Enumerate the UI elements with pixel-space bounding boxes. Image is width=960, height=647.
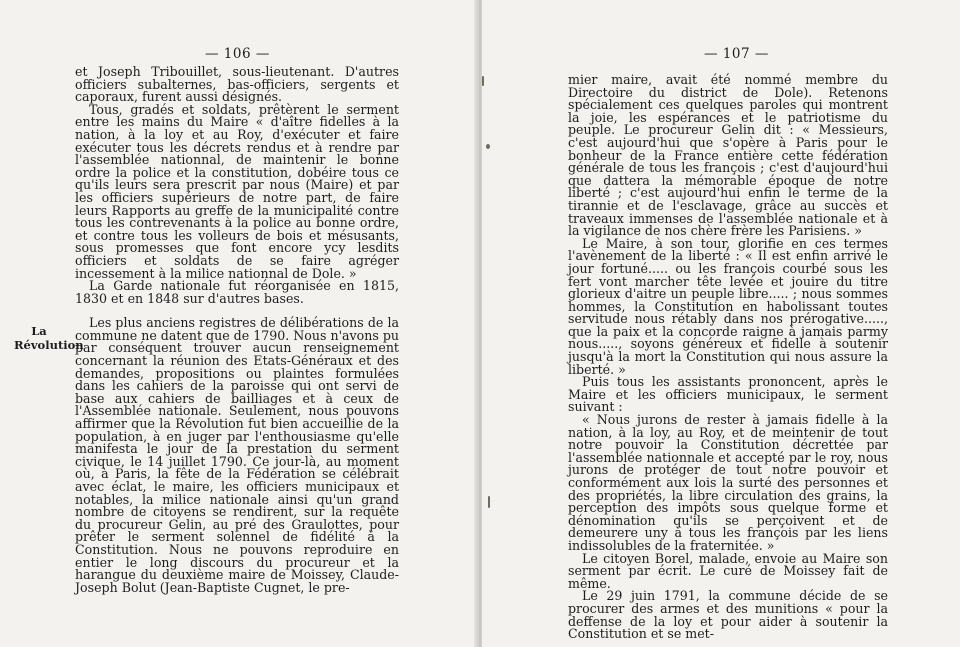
paragraph: mier maire, avait été nommé membre du Directoire du district de Dole). Retenons spécialement ces quelques paroles qui montrent la joie, les espérances et le patriotisme du peuple. Le procureur Gelin dit : « Messieurs, c'est aujourd'hui que s'opère à Paris pour le bonheur de la France entière cette fédération générale de tous les françois ; c'est d'aujourd'hui que dattera la mémorable époque de notre liberté ; c'est aujourd'hui enfin le terme de la tirannie et de l'esclavage, grâce au succès et traveaux immenses de l'assemblée nationale et à la vigilance de nos chère frère les Parisiens. »: [568, 72, 888, 239]
page-number: — 107 —: [704, 46, 769, 62]
page-text: [75, 66, 399, 594]
left-page: [0, 0, 478, 647]
page-text: [568, 74, 888, 641]
paragraph: Le Maire, à son tour, glorifie en ces termes l'avènement de la liberté : « Il est enfin arrivé le jour fortuné..... ou les françois courbé sous les fert vont marcher tête levée et jouire du titre glorieux d'aitre un peuple libre..... ; nous sommes hommes, la Constitution en habolissant toutes servitude nous rétably dans nos prérogative....., que la paix et la concorde raigne à jamais parmy nous....., soyons généreux et fidelle à soutenir jusqu'à la mort la Constitution qui nous assure la liberté. »: [568, 235, 888, 377]
paragraph: La Garde nationale fut réorganisée en 1815, 1830 et en 1848 sur d'autres bases.: [75, 278, 399, 306]
paragraph: Le citoyen Borel, malade, envoie au Maire son serment par écrit. Le curé de Moissey fait de même.: [568, 550, 888, 591]
paragraph: Les plus anciens registres de délibérations de la commune ne datent que de 1790. Nous n'avons pu par conséquent trouver aucun renseignement concernant la réunion des Etats-Généraux et des demandes, propositions ou plaintes formulées dans les cahiers de la paroisse qui ont servi de base aux cahiers de bailliages et à ceux de l'Assemblée nationale. Seulement, nous pouvons affirmer que la Révolution fut bien accueillie de la population, à en juger par l'enthousiasme qu'elle manifesta le jour de la prestation du serment civique, le 14 juillet 1790. Ce jour-là, au moment où, à Paris, la fête de la Fédération se célébrait avec éclat, le maire, les officiers municipaux et notables, la milice nationale ainsi qu'un grand nombre de citoyens se rendirent, sur la requête du procureur Gelin, au pré des Graulottes, pour prêter le serment solennel de fidélité à la Constitution. Nous ne pouvons reproduire en entier le long discours du procureur et la harangue du deuxième maire de Moissey, Claude-Joseph Bolut (Jean-Baptiste Cugnet, le pre-: [75, 315, 399, 595]
margin-note-line: La: [31, 324, 47, 338]
paragraph: et Joseph Tribouillet, sous-lieutenant. D'autres officiers subalternes, bas-officiers, sergents et caporaux, furent aussi désignés.: [75, 64, 399, 105]
margin-note: [14, 324, 84, 352]
ink-speck: [488, 496, 490, 508]
page-number: — 106 —: [205, 46, 270, 62]
paragraph: Le 29 juin 1791, la commune décide de se procurer des armes et des munitions « pour la deffense de la loy et pour aider à soutenir la Constitution et se met-: [568, 588, 888, 642]
ink-speck: [482, 76, 484, 86]
paragraph: Puis tous les assistants prononcent, après le Maire et les officiers municipaux, le serment suivant :: [568, 374, 888, 415]
paragraph: « Nous jurons de rester à jamais fidelle à la nation, à la loy, au Roy, et de meintenir de tout notre pouvoir la Constitution décrettée par l'assemblée nationnale et accepté par le roy, nous jurons de protéger de tout notre pouvoir et conformément aux lois la surté des personnes et des propriétés, la libre circulation des grains, la perception des impôts sous quelque forme et dénomination qu'ils se perçoivent et de demeurere uny à tous les françois par les liens indissolubles de la fraternitée. »: [568, 412, 888, 553]
right-page: [482, 0, 960, 647]
paragraph: Tous, gradés et soldats, prêtèrent le serment entre les mains du Maire « d'aître fidelles à la nation, à la loy et au Roy, d'exécuter et faire exécuter tous les décrets rendus et à rendre par l'assemblée nationnal, de maintenir le bonne ordre la police et la constitution, dobéire tous ce qu'ils leurs sera prescrit par nous (Maire) et par les officiers supérieurs de notre part, de faire leurs Rapports au greffe de la municipalité contre tous les contrevenants à la police au bonne ordre, et contre tous les volleurs de bois et mésusants, sous promesses que font encore ycy lesdits officiers et soldats de se faire agréger incessement à la milice nationnal de Dole. »: [75, 101, 399, 281]
ink-speck: [486, 144, 490, 149]
margin-note-line: Révolution: [14, 338, 84, 352]
